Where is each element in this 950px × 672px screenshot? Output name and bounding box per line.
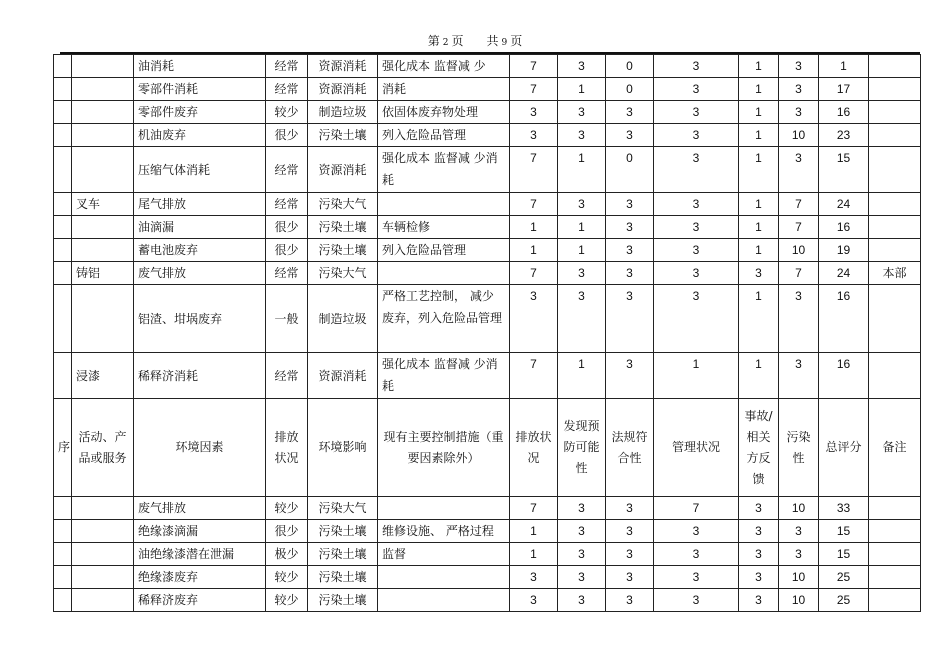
score-cell-s5: 3 [739, 566, 779, 589]
factor-cell: 压缩气体消耗 [134, 147, 266, 193]
score-cell-s3: 3 [606, 520, 654, 543]
note-cell [869, 566, 921, 589]
score-cell-s1: 1 [510, 543, 558, 566]
score-cell-s4: 3 [654, 216, 739, 239]
header-cell: 活动、产品或服务 [72, 399, 134, 497]
status-cell: 很少 [266, 216, 308, 239]
status-cell: 经常 [266, 147, 308, 193]
table-row [54, 216, 921, 239]
score-cell-s1: 3 [510, 101, 558, 124]
seq-cell [54, 239, 72, 262]
impact-cell: 制造垃圾 [308, 285, 378, 353]
seq-cell [54, 193, 72, 216]
score-cell-s4: 3 [654, 262, 739, 285]
score-cell-s1: 3 [510, 285, 558, 353]
environmental-factor-table [53, 54, 921, 612]
seq-cell [54, 55, 72, 78]
impact-cell: 污染大气 [308, 193, 378, 216]
score-cell-s5: 1 [739, 285, 779, 353]
header-cell: 环境因素 [134, 399, 266, 497]
score-cell-s3: 3 [606, 543, 654, 566]
score-cell-s6: 7 [779, 193, 819, 216]
score-cell-s1: 3 [510, 124, 558, 147]
score-cell-s6: 7 [779, 262, 819, 285]
score-cell-s6: 3 [779, 147, 819, 193]
score-cell-s5: 3 [739, 589, 779, 612]
note-cell [869, 285, 921, 353]
score-cell-s6: 3 [779, 543, 819, 566]
seq-cell [54, 566, 72, 589]
activity-cell [72, 543, 134, 566]
score-cell-total: 24 [819, 262, 869, 285]
note-cell [869, 193, 921, 216]
header-cell: 法规符合性 [606, 399, 654, 497]
score-cell-s4: 1 [654, 353, 739, 399]
score-cell-s2: 3 [558, 589, 606, 612]
score-cell-s6: 3 [779, 78, 819, 101]
score-cell-s6: 7 [779, 216, 819, 239]
measure-cell: 强化成本 监督减 少 [378, 55, 510, 78]
score-cell-s5: 1 [739, 124, 779, 147]
score-cell-s5: 1 [739, 353, 779, 399]
score-cell-total: 15 [819, 543, 869, 566]
status-cell: 较少 [266, 566, 308, 589]
note-cell [869, 216, 921, 239]
impact-cell: 污染土壤 [308, 239, 378, 262]
activity-cell: 浸漆 [72, 353, 134, 399]
score-cell-s1: 7 [510, 193, 558, 216]
factor-cell: 蓄电池废弃 [134, 239, 266, 262]
score-cell-s3: 3 [606, 239, 654, 262]
table-row [54, 239, 921, 262]
header-cell: 排放状况 [266, 399, 308, 497]
score-cell-s3: 3 [606, 262, 654, 285]
table-row [54, 543, 921, 566]
impact-cell: 污染土壤 [308, 520, 378, 543]
score-cell-s6: 3 [779, 101, 819, 124]
status-cell: 经常 [266, 55, 308, 78]
score-cell-total: 24 [819, 193, 869, 216]
header-cell: 环境影响 [308, 399, 378, 497]
header-cell: 备注 [869, 399, 921, 497]
score-cell-s2: 3 [558, 193, 606, 216]
activity-cell: 叉车 [72, 193, 134, 216]
seq-cell [54, 262, 72, 285]
factor-cell: 稀释济消耗 [134, 353, 266, 399]
table-header-row [54, 399, 921, 497]
impact-cell: 资源消耗 [308, 353, 378, 399]
note-cell [869, 353, 921, 399]
seq-cell [54, 497, 72, 520]
impact-cell: 污染大气 [308, 262, 378, 285]
measure-cell: 消耗 [378, 78, 510, 101]
header-cell: 发现预防可能性 [558, 399, 606, 497]
status-cell: 很少 [266, 124, 308, 147]
score-cell-s6: 10 [779, 589, 819, 612]
score-cell-s5: 1 [739, 78, 779, 101]
score-cell-s3: 0 [606, 147, 654, 193]
score-cell-s1: 1 [510, 520, 558, 543]
total-label: 共 [486, 34, 499, 48]
score-cell-s4: 3 [654, 55, 739, 78]
score-cell-s2: 3 [558, 520, 606, 543]
activity-cell [72, 101, 134, 124]
header-cell: 排放状况 [510, 399, 558, 497]
score-cell-s5: 3 [739, 262, 779, 285]
score-cell-s4: 3 [654, 147, 739, 193]
score-cell-s6: 10 [779, 566, 819, 589]
page-number: 2 [442, 38, 449, 48]
score-cell-s2: 3 [558, 543, 606, 566]
activity-cell [72, 124, 134, 147]
table-row [54, 566, 921, 589]
score-cell-s5: 3 [739, 543, 779, 566]
table-row [54, 193, 921, 216]
note-cell [869, 55, 921, 78]
factor-cell: 稀释济废弃 [134, 589, 266, 612]
score-cell-s5: 1 [739, 55, 779, 78]
header-cell: 污染性 [779, 399, 819, 497]
score-cell-s1: 7 [510, 147, 558, 193]
seq-cell [54, 543, 72, 566]
factor-cell: 零部件废弃 [134, 101, 266, 124]
impact-cell: 污染土壤 [308, 124, 378, 147]
page-unit: 页 [451, 34, 464, 48]
factor-cell: 绝缘漆滴漏 [134, 520, 266, 543]
score-cell-s6: 10 [779, 239, 819, 262]
measure-cell: 维修设施、 严格过程 [378, 520, 510, 543]
score-cell-total: 16 [819, 101, 869, 124]
header-cell: 序 [54, 399, 72, 497]
table-row [54, 262, 921, 285]
score-cell-s5: 1 [739, 216, 779, 239]
score-cell-s2: 3 [558, 101, 606, 124]
note-cell [869, 101, 921, 124]
factor-cell: 机油废弃 [134, 124, 266, 147]
status-cell: 经常 [266, 353, 308, 399]
impact-cell: 污染土壤 [308, 566, 378, 589]
score-cell-s4: 3 [654, 589, 739, 612]
measure-cell: 强化成本 监督减 少消耗 [378, 147, 510, 193]
activity-cell [72, 497, 134, 520]
score-cell-s4: 7 [654, 497, 739, 520]
note-cell [869, 78, 921, 101]
score-cell-s3: 3 [606, 193, 654, 216]
score-cell-s5: 3 [739, 497, 779, 520]
score-cell-s5: 1 [739, 147, 779, 193]
impact-cell: 污染大气 [308, 497, 378, 520]
factor-cell: 废气排放 [134, 497, 266, 520]
score-cell-total: 16 [819, 285, 869, 353]
status-cell: 很少 [266, 520, 308, 543]
factor-cell: 油滴漏 [134, 216, 266, 239]
impact-cell: 污染土壤 [308, 589, 378, 612]
status-cell: 一般 [266, 285, 308, 353]
factor-cell: 废气排放 [134, 262, 266, 285]
seq-cell [54, 520, 72, 543]
table-row [54, 78, 921, 101]
score-cell-s1: 1 [510, 239, 558, 262]
table-row [54, 520, 921, 543]
score-cell-s1: 7 [510, 353, 558, 399]
measure-cell [378, 193, 510, 216]
score-cell-s4: 3 [654, 566, 739, 589]
measure-cell [378, 497, 510, 520]
score-cell-s2: 3 [558, 497, 606, 520]
score-cell-s4: 3 [654, 124, 739, 147]
impact-cell: 制造垃圾 [308, 101, 378, 124]
score-cell-s4: 3 [654, 543, 739, 566]
score-cell-s3: 3 [606, 285, 654, 353]
measure-cell: 列入危险品管理 [378, 239, 510, 262]
note-cell [869, 147, 921, 193]
note-cell [869, 520, 921, 543]
seq-cell [54, 353, 72, 399]
activity-cell [72, 566, 134, 589]
score-cell-s2: 3 [558, 262, 606, 285]
measure-cell [378, 566, 510, 589]
score-cell-total: 23 [819, 124, 869, 147]
score-cell-s1: 7 [510, 497, 558, 520]
score-cell-s3: 3 [606, 216, 654, 239]
status-cell: 经常 [266, 193, 308, 216]
measure-cell: 强化成本 监督减 少消耗 [378, 353, 510, 399]
impact-cell: 资源消耗 [308, 147, 378, 193]
score-cell-s3: 3 [606, 566, 654, 589]
score-cell-s4: 3 [654, 285, 739, 353]
factor-cell: 零部件消耗 [134, 78, 266, 101]
measure-cell: 列入危险品管理 [378, 124, 510, 147]
score-cell-total: 16 [819, 216, 869, 239]
measure-cell [378, 589, 510, 612]
table-row [54, 589, 921, 612]
score-cell-s3: 3 [606, 497, 654, 520]
status-cell: 较少 [266, 101, 308, 124]
score-cell-total: 16 [819, 353, 869, 399]
impact-cell: 污染土壤 [308, 543, 378, 566]
measure-cell: 监督 [378, 543, 510, 566]
factor-cell: 绝缘漆废弃 [134, 566, 266, 589]
score-cell-s3: 3 [606, 101, 654, 124]
header-cell: 总评分 [819, 399, 869, 497]
impact-cell: 资源消耗 [308, 78, 378, 101]
score-cell-s2: 1 [558, 147, 606, 193]
measure-cell: 依固体废弃物处理 [378, 101, 510, 124]
activity-cell [72, 520, 134, 543]
score-cell-s3: 3 [606, 124, 654, 147]
status-cell: 较少 [266, 497, 308, 520]
total-unit: 页 [510, 34, 523, 48]
activity-cell [72, 285, 134, 353]
score-cell-s2: 3 [558, 124, 606, 147]
score-cell-s5: 1 [739, 101, 779, 124]
score-cell-s1: 3 [510, 566, 558, 589]
score-cell-total: 33 [819, 497, 869, 520]
header-cell: 管理状况 [654, 399, 739, 497]
page-header [0, 32, 950, 49]
status-cell: 很少 [266, 239, 308, 262]
score-cell-total: 19 [819, 239, 869, 262]
impact-cell: 资源消耗 [308, 55, 378, 78]
note-cell [869, 124, 921, 147]
header-cell: 现有主要控制措施（重要因素除外） [378, 399, 510, 497]
table-row [54, 147, 921, 193]
activity-cell [72, 78, 134, 101]
score-cell-s6: 10 [779, 124, 819, 147]
factor-cell: 尾气排放 [134, 193, 266, 216]
table-row [54, 285, 921, 353]
score-cell-total: 17 [819, 78, 869, 101]
score-cell-s2: 3 [558, 566, 606, 589]
activity-cell [72, 589, 134, 612]
status-cell: 经常 [266, 262, 308, 285]
score-cell-s6: 3 [779, 285, 819, 353]
score-cell-s4: 3 [654, 78, 739, 101]
note-cell [869, 589, 921, 612]
score-cell-total: 25 [819, 566, 869, 589]
score-cell-s5: 1 [739, 193, 779, 216]
factor-cell: 油绝缘漆潜在泄漏 [134, 543, 266, 566]
score-cell-s3: 3 [606, 589, 654, 612]
score-cell-s3: 3 [606, 353, 654, 399]
activity-cell [72, 239, 134, 262]
score-cell-s4: 3 [654, 193, 739, 216]
score-cell-s4: 3 [654, 520, 739, 543]
status-cell: 较少 [266, 589, 308, 612]
measure-cell [378, 262, 510, 285]
seq-cell [54, 285, 72, 353]
activity-cell [72, 216, 134, 239]
score-cell-s1: 1 [510, 216, 558, 239]
score-cell-total: 15 [819, 147, 869, 193]
score-cell-s6: 3 [779, 520, 819, 543]
seq-cell [54, 147, 72, 193]
score-cell-s1: 7 [510, 78, 558, 101]
factor-cell: 铝渣、坩埚废弃 [134, 285, 266, 353]
score-cell-total: 15 [819, 520, 869, 543]
score-cell-s2: 1 [558, 216, 606, 239]
table-row [54, 55, 921, 78]
score-cell-total: 25 [819, 589, 869, 612]
seq-cell [54, 124, 72, 147]
score-cell-s3: 0 [606, 78, 654, 101]
score-cell-s6: 3 [779, 55, 819, 78]
score-cell-s4: 3 [654, 239, 739, 262]
score-cell-s2: 1 [558, 353, 606, 399]
activity-cell [72, 55, 134, 78]
score-cell-s2: 1 [558, 239, 606, 262]
seq-cell [54, 216, 72, 239]
total-pages: 9 [501, 38, 508, 48]
score-cell-s5: 1 [739, 239, 779, 262]
score-cell-s6: 10 [779, 497, 819, 520]
note-cell [869, 497, 921, 520]
score-cell-s1: 7 [510, 262, 558, 285]
score-cell-s4: 3 [654, 101, 739, 124]
table-row [54, 353, 921, 399]
table-row [54, 497, 921, 520]
note-cell [869, 239, 921, 262]
status-cell: 极少 [266, 543, 308, 566]
page-label: 第 [427, 34, 440, 48]
measure-cell: 严格工艺控制， 减少废弃，列入危险品管理 [378, 285, 510, 353]
measure-cell: 车辆检修 [378, 216, 510, 239]
score-cell-s5: 3 [739, 520, 779, 543]
score-cell-s2: 1 [558, 78, 606, 101]
score-cell-s6: 3 [779, 353, 819, 399]
score-cell-s1: 3 [510, 589, 558, 612]
score-cell-s1: 7 [510, 55, 558, 78]
impact-cell: 污染土壤 [308, 216, 378, 239]
seq-cell [54, 589, 72, 612]
note-cell: 本部 [869, 262, 921, 285]
seq-cell [54, 78, 72, 101]
activity-cell [72, 147, 134, 193]
table-row [54, 124, 921, 147]
table-row [54, 101, 921, 124]
score-cell-s2: 3 [558, 285, 606, 353]
note-cell [869, 543, 921, 566]
score-cell-s2: 3 [558, 55, 606, 78]
score-cell-s3: 0 [606, 55, 654, 78]
header-cell: 事故/相关方反馈 [739, 399, 779, 497]
seq-cell [54, 101, 72, 124]
activity-cell: 铸铝 [72, 262, 134, 285]
status-cell: 经常 [266, 78, 308, 101]
score-cell-total: 1 [819, 55, 869, 78]
factor-cell: 油消耗 [134, 55, 266, 78]
